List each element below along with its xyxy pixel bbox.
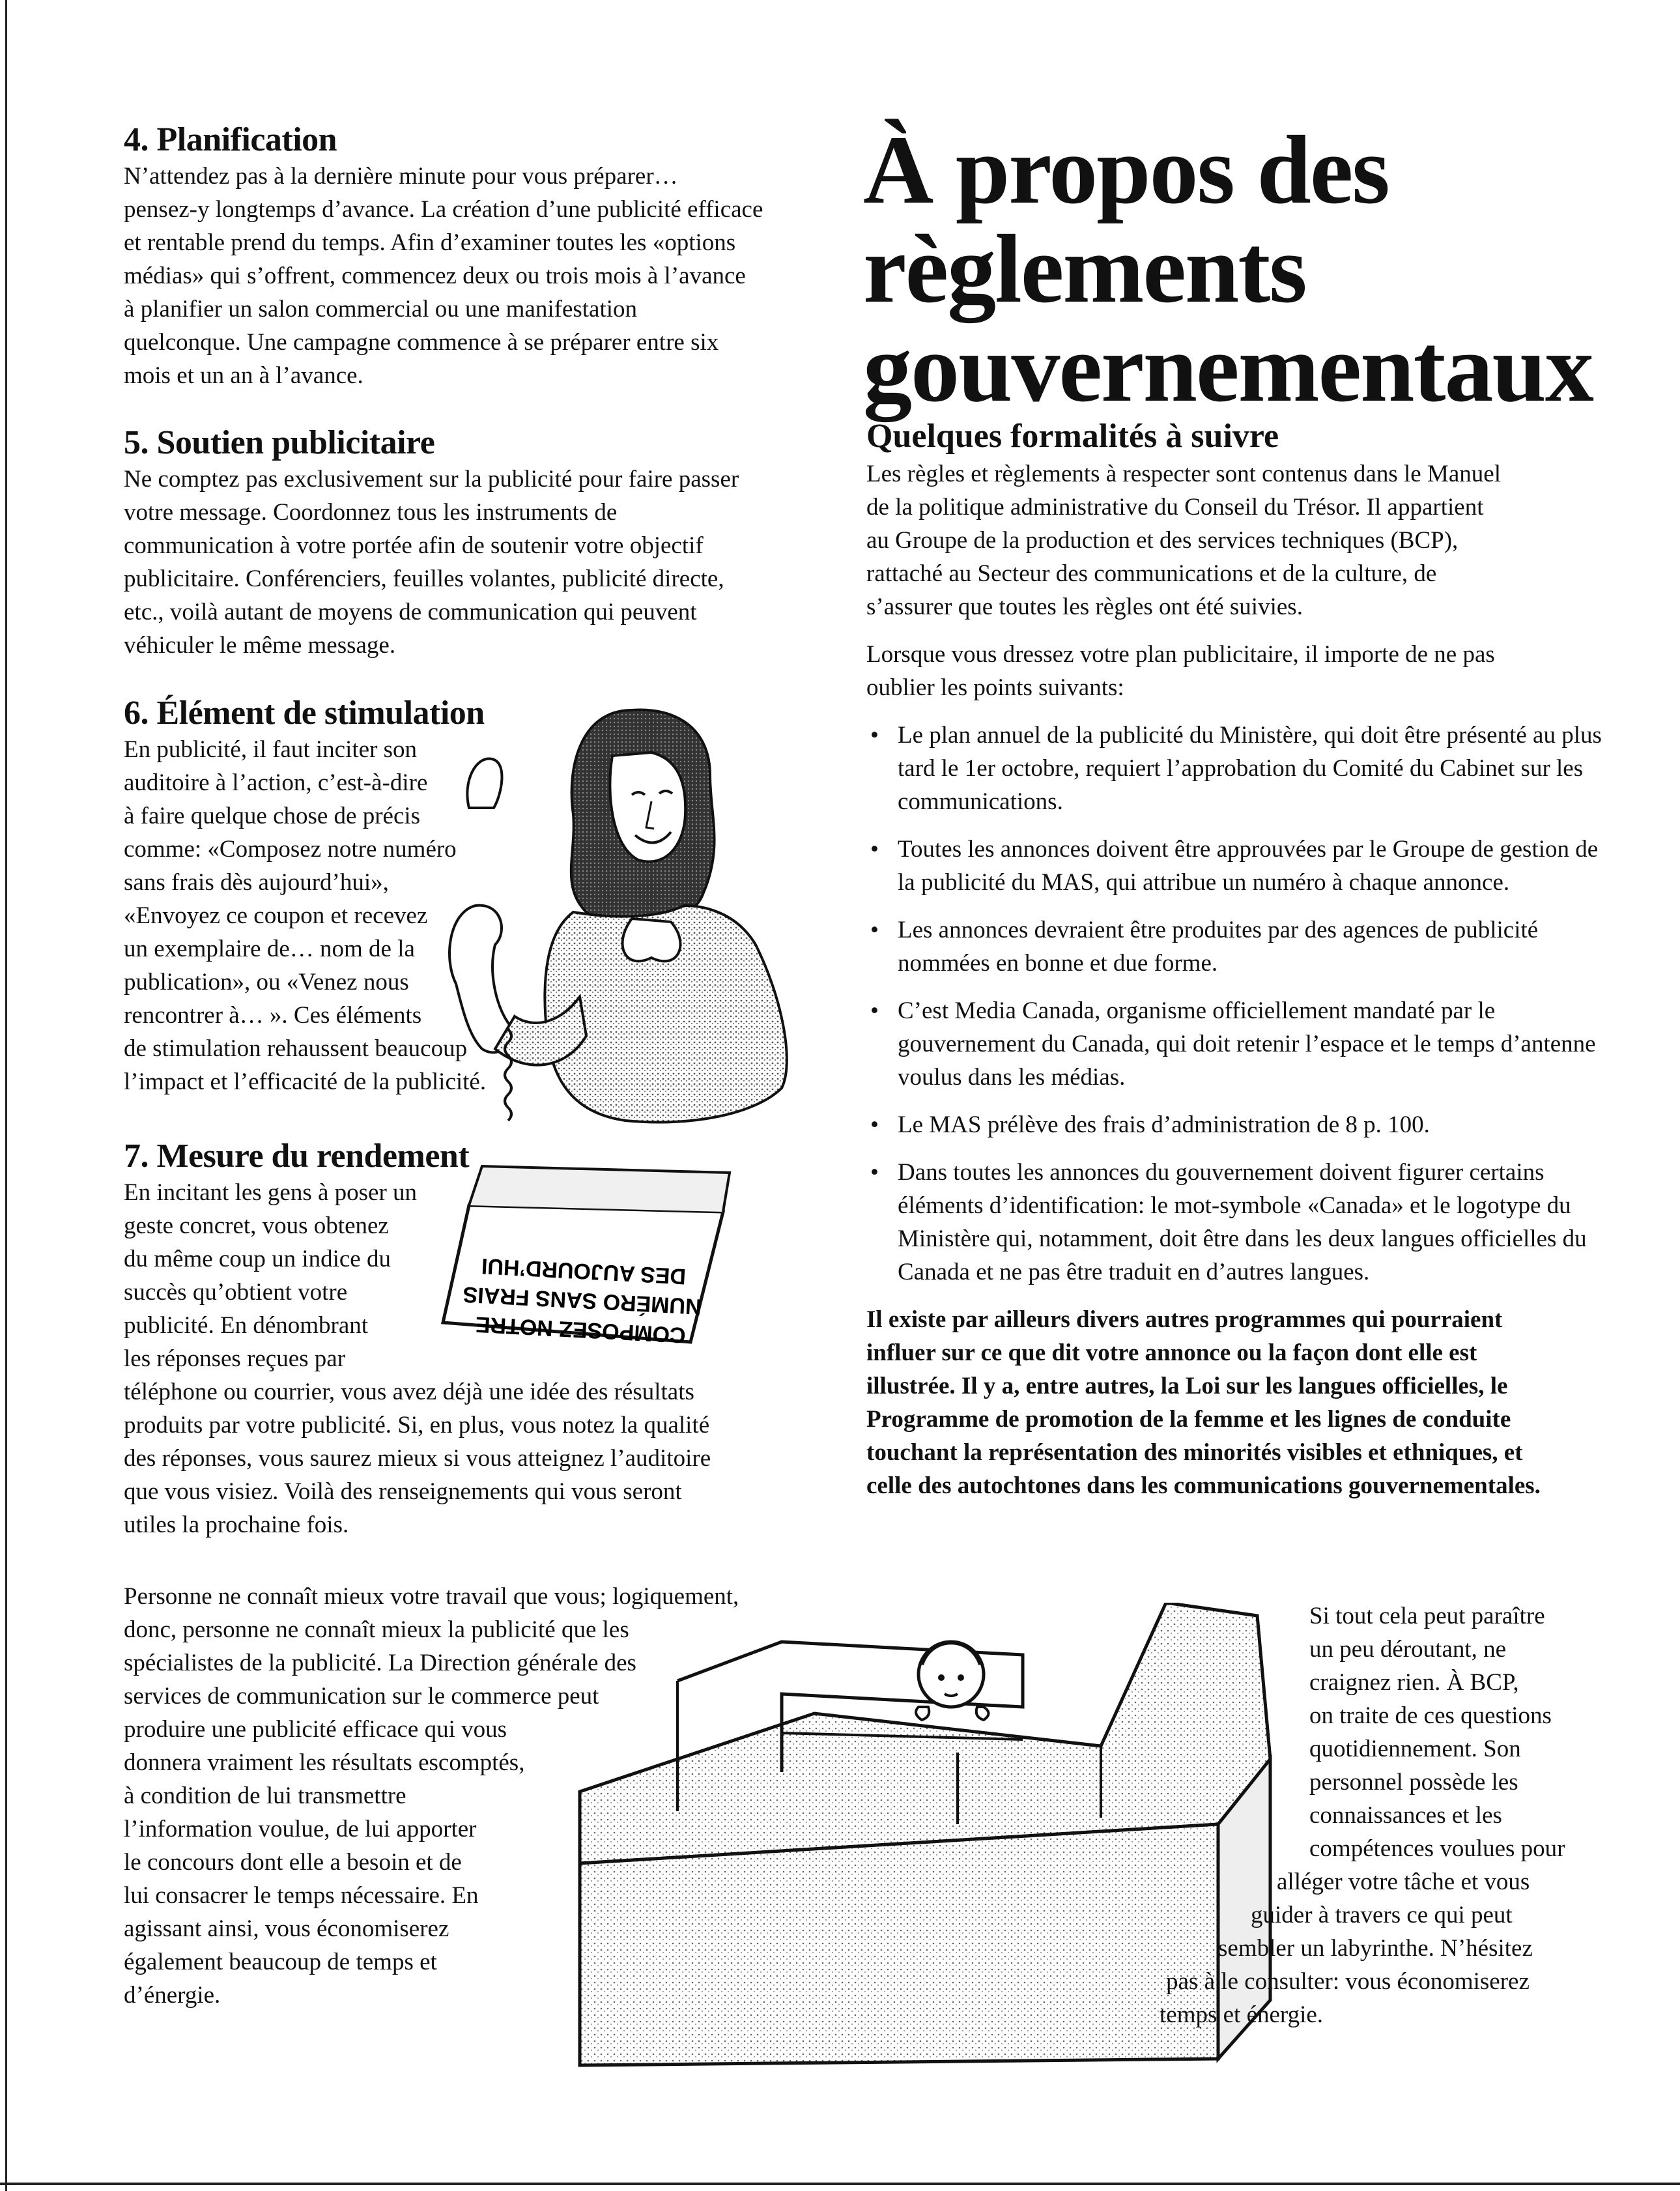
text-line: Il existe par ailleurs divers autres programmes qui pourraient	[866, 1306, 1503, 1333]
text-line: publicitaire. Conférenciers, feuilles volantes, publicité directe,	[124, 566, 724, 592]
left-edge-line	[5, 0, 7, 2191]
text-line: de la politique administrative du Conseil du Trésor. Il appartient	[866, 494, 1484, 521]
right-title	[863, 116, 1612, 422]
text-line: sembler un labyrinthe. N’hésitez	[1218, 1935, 1533, 1962]
text-line: également beaucoup de temps et	[124, 1949, 437, 1975]
text-line: N’attendez pas à la dernière minute pour vous préparer…	[124, 163, 678, 190]
text-line: Personne ne connaît mieux votre travail que vous; logiquement,	[124, 1583, 739, 1610]
list-item: • Le plan annuel de la publicité du Ministère, qui doit être présenté au plus tard le 1er octobre, requiert l’approbation du Comité du Cabinet sur les communications.	[866, 719, 1602, 818]
text-line: compétences voulues pour	[1309, 1835, 1565, 1862]
text-line: un exemplaire de… nom de la	[124, 936, 415, 962]
text-line: En incitant les gens à poser un	[124, 1179, 418, 1206]
text-line: à faire quelque chose de précis	[124, 803, 421, 829]
text-line: médias» qui s’offrent, commencez deux ou trois mois à l’avance	[124, 263, 746, 289]
list-item: • C’est Media Canada, organisme officiellement mandaté par le gouvernement du Canada, qui doit retenir l’espace et le temps d’antenne voulus dans les médias.	[866, 994, 1602, 1094]
text-line: lui consacrer le temps nécessaire. En	[124, 1882, 479, 1909]
section-5-title: 5. Soutien publicitaire	[124, 424, 435, 461]
text-line: votre message. Coordonnez tous les instruments de	[124, 499, 618, 526]
text-line: du même coup un indice du	[124, 1246, 391, 1272]
text-line: auditoire à l’action, c’est-à-dire	[124, 769, 428, 796]
section-4-title: 4. Planification	[124, 121, 337, 158]
section-4	[124, 121, 840, 392]
text-line: de stimulation rehaussent beaucoup	[124, 1035, 468, 1062]
text-line: guider à travers ce qui peut	[1251, 1902, 1513, 1928]
text-line: rencontrer à… ». Ces éléments	[124, 1002, 422, 1029]
text-line: Les règles et règlements à respecter sont contenus dans le Manuel	[866, 461, 1501, 487]
sign-line-1: COMPOSEZ NOTRE	[474, 1311, 687, 1348]
text-line: s’assurer que toutes les règles ont été suivies.	[866, 594, 1303, 620]
text-line: téléphone ou courrier, vous avez déjà une idée des résultats	[124, 1379, 694, 1405]
text-line: à condition de lui transmettre	[124, 1783, 406, 1809]
text-line: Ne comptez pas exclusivement sur la publicité pour faire passer	[124, 466, 739, 493]
text-line: publication», ou «Venez nous	[124, 969, 409, 995]
text-line: donc, personne ne connaît mieux la publicité que les	[124, 1616, 629, 1643]
text-line: publicité. En dénombrant	[124, 1312, 369, 1339]
text-line: sans frais dès aujourd’hui»,	[124, 869, 389, 896]
text-line: rattaché au Secteur des communications et de la culture, de	[866, 560, 1437, 587]
text-line: illustrée. Il y a, entre autres, la Loi sur les langues officielles, le	[866, 1373, 1508, 1399]
text-line: geste concret, vous obtenez	[124, 1212, 389, 1239]
text-line: des réponses, vous saurez mieux si vous atteignez l’auditoire	[124, 1445, 711, 1472]
text-line: on traite de ces questions	[1309, 1702, 1552, 1729]
text-line: craignez rien. À BCP,	[1309, 1669, 1519, 1696]
text-line: succès qu’obtient votre	[124, 1279, 348, 1306]
closing-paragraph-right	[1120, 1599, 1589, 2031]
bottom-edge-line	[0, 2183, 1680, 2185]
text-line: «Envoyez ce coupon et recevez	[124, 902, 428, 929]
plan-paragraph	[866, 638, 1602, 704]
text-line: temps et énergie.	[1160, 2001, 1324, 2028]
list-item: • Le MAS prélève des frais d’administration de 8 p. 100.	[866, 1108, 1602, 1141]
sign-board	[443, 1166, 730, 1347]
text-line: spécialistes de la publicité. La Direction générale des	[124, 1650, 636, 1676]
text-line: produire une publicité efficace qui vous	[124, 1716, 507, 1743]
text-line: celle des autochtones dans les communications gouvernementales.	[866, 1472, 1541, 1499]
text-line: les réponses reçues par	[124, 1345, 346, 1372]
text-line: services de communication sur le commerce peut	[124, 1683, 599, 1710]
text-line: l’impact et l’efficacité de la publicité.	[124, 1068, 487, 1095]
text-line: quotidiennement. Son	[1309, 1736, 1521, 1762]
list-item: • Les annonces devraient être produites par des agences de publicité nommées en bonne et due forme.	[866, 913, 1602, 980]
text-line: influer sur ce que dit votre annonce ou la façon dont elle est	[866, 1339, 1477, 1366]
text-line: agissant ainsi, vous économiserez	[124, 1915, 449, 1942]
text-line: touchant la représentation des minorités visibles et ethniques, et	[866, 1439, 1523, 1466]
requirements-list	[866, 719, 1602, 1289]
section-5	[124, 423, 840, 662]
text-line: alléger votre tâche et vous	[1277, 1869, 1530, 1895]
title-line-2: règlements	[863, 215, 1306, 323]
section-6-title: 6. Élément de stimulation	[124, 695, 485, 732]
text-line: En publicité, il faut inciter son	[124, 736, 418, 763]
text-line: produits par votre publicité. Si, en plus, vous notez la qualité	[124, 1412, 710, 1439]
text-line: à planifier un salon commercial ou une manifestation	[124, 296, 638, 322]
text-line: Si tout cela peut paraître	[1309, 1603, 1545, 1629]
programs-paragraph	[866, 1303, 1602, 1502]
text-line: personnel possède les	[1309, 1769, 1518, 1796]
subtitle: Quelques formalités à suivre	[866, 418, 1279, 455]
text-line: communication à votre portée afin de soutenir votre objectif	[124, 532, 704, 559]
text-line: et rentable prend du temps. Afin d’examiner toutes les «options	[124, 229, 736, 256]
text-line: connaissances et les	[1309, 1802, 1502, 1829]
title-line-1: À propos des	[863, 116, 1389, 224]
section-7-title: 7. Mesure du rendement	[124, 1138, 470, 1175]
list-item: • Dans toutes les annonces du gouvernement doivent figurer certains éléments d’identification: le mot-symbole «Canada» et le logotype du Ministère qui, notamment, doit être dans les deux langues officielles du Canada et ne pas être traduit en d’autres langues.	[866, 1156, 1602, 1289]
text-line: utiles la prochaine fois.	[124, 1511, 349, 1538]
text-line: etc., voilà autant de moyens de communication qui peuvent	[124, 599, 697, 625]
text-line: d’énergie.	[124, 1982, 221, 2009]
section-5-body	[124, 463, 840, 662]
section-4-body	[124, 160, 840, 392]
text-line: quelconque. Une campagne commence à se préparer entre six	[124, 329, 719, 356]
woman-phone-illustration	[417, 697, 834, 1362]
sign-line-2: NUMÉRO SANS FRAIS	[462, 1282, 702, 1319]
title-line-3: gouvernementaux	[863, 314, 1593, 422]
text-line: le concours dont elle a besoin et de	[124, 1849, 462, 1876]
text-line: Programme de promotion de la femme et les lignes de conduite	[866, 1406, 1511, 1433]
text-line: oublier les points suivants:	[866, 674, 1124, 701]
text-line: pensez-y longtemps d’avance. La création d’une publicité efficace	[124, 196, 763, 223]
text-line: que vous visiez. Voilà des renseignements qui vous seront	[124, 1478, 682, 1505]
text-line: un peu déroutant, ne	[1309, 1636, 1507, 1663]
text-line: l’information voulue, de lui apporter	[124, 1816, 477, 1842]
text-line: mois et un an à l’avance.	[124, 362, 363, 389]
sign-line-3: DES AUJOURD’HUI	[481, 1253, 687, 1289]
text-line: au Groupe de la production et des services techniques (BCP),	[866, 527, 1459, 554]
intro-paragraph	[866, 457, 1602, 623]
text-line: donnera vraiment les résultats escomptés,	[124, 1749, 525, 1776]
text-line: véhiculer le même message.	[124, 632, 396, 659]
text-line: Lorsque vous dressez votre plan publicitaire, il importe de ne pas	[866, 641, 1495, 668]
text-line: comme: «Composez notre numéro	[124, 836, 457, 863]
right-body	[866, 417, 1602, 1502]
text-line: pas à le consulter: vous économiserez	[1166, 1968, 1530, 1995]
list-item: • Toutes les annonces doivent être approuvées par le Groupe de gestion de la publicité du MAS, qui attribue un numéro à chaque annonce.	[866, 833, 1602, 899]
